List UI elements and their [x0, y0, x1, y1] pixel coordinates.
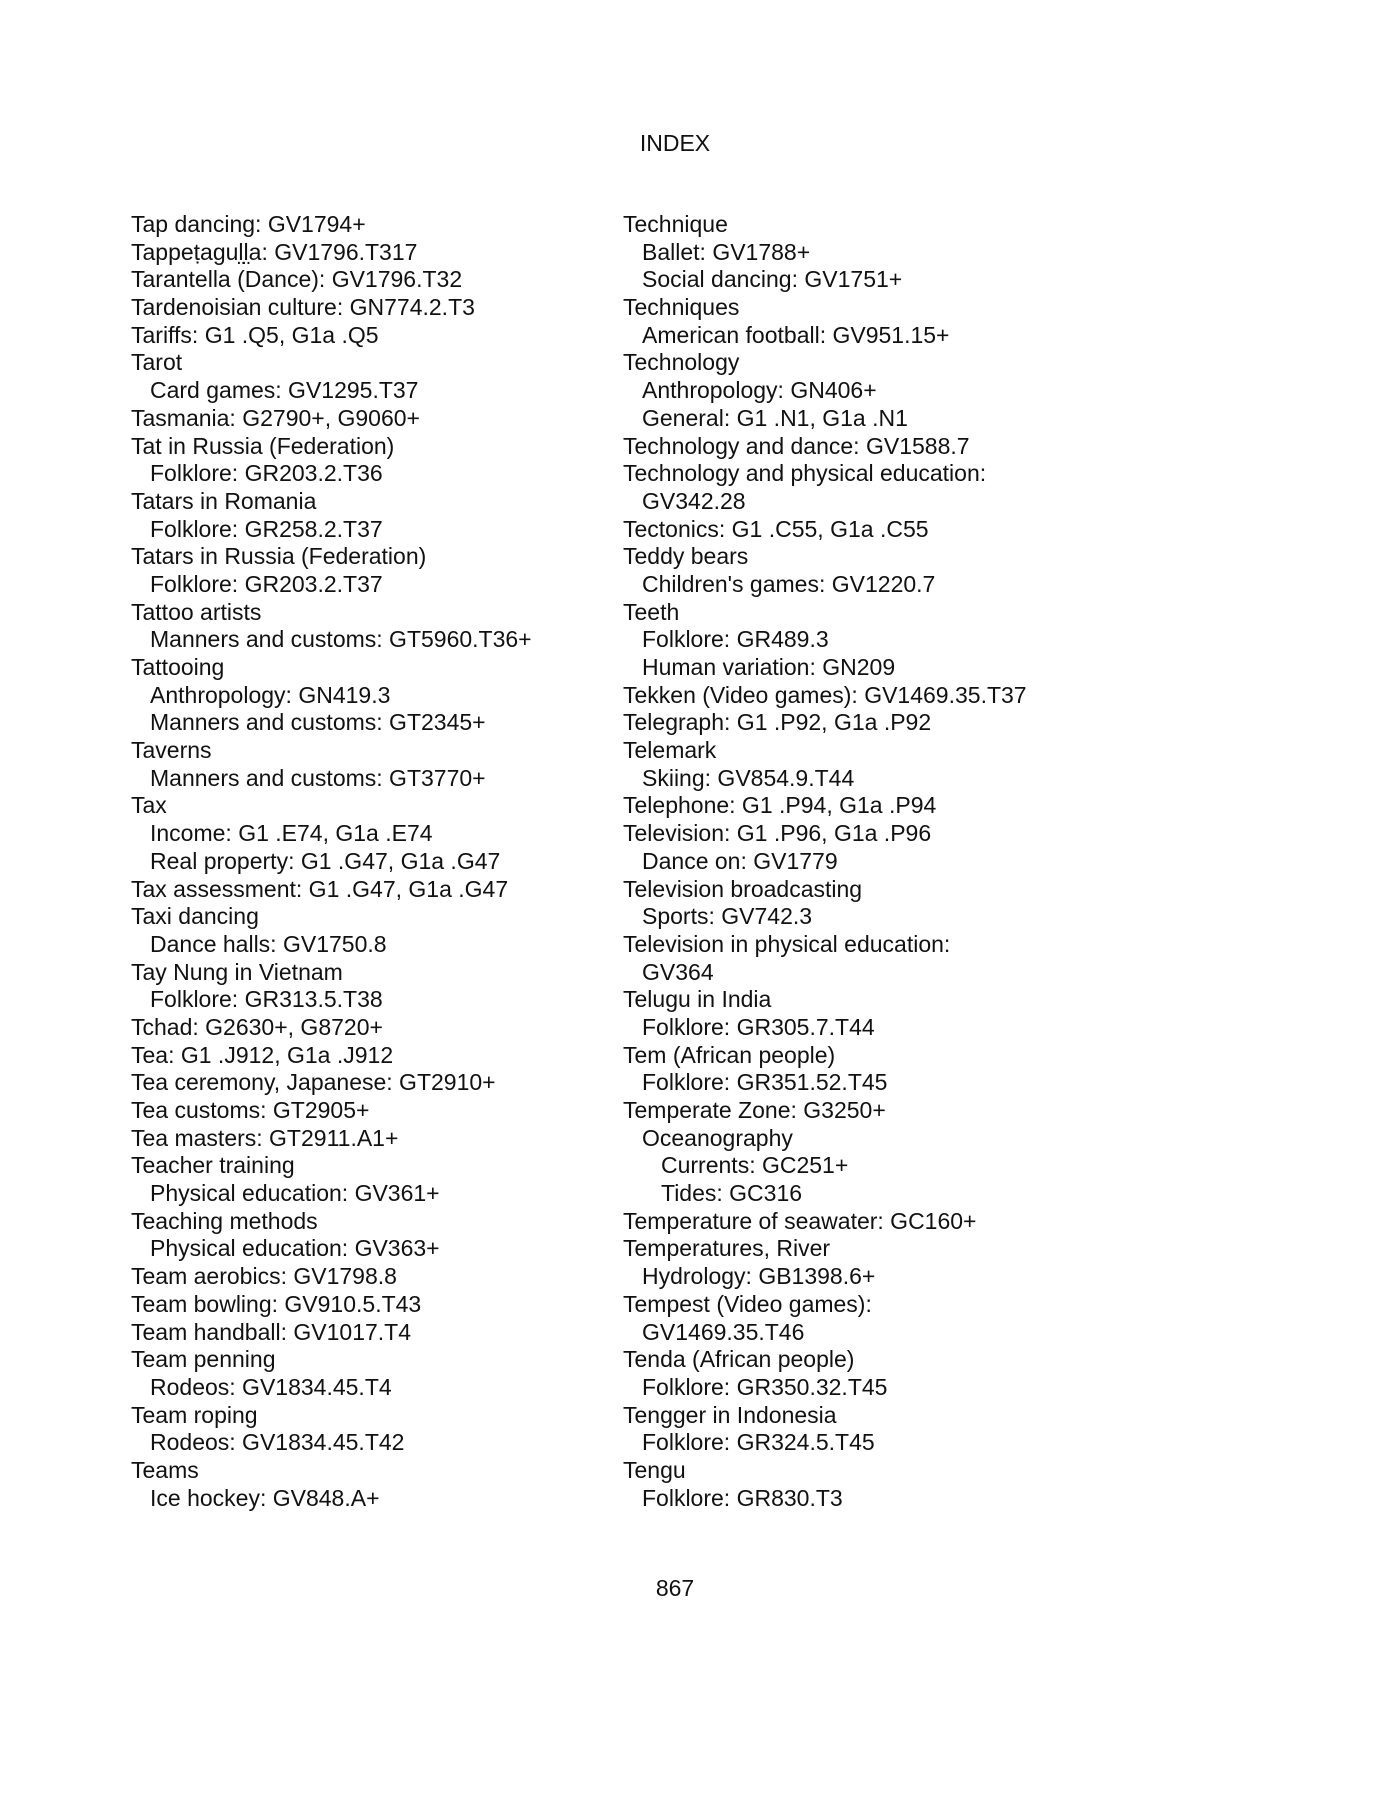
page-title: INDEX	[639, 130, 711, 156]
index-heading: Tatars in Romania	[131, 487, 317, 514]
index-heading: Tekken (Video games): GV1469.35.T37	[623, 681, 1027, 708]
index-heading: Television broadcasting	[623, 875, 863, 902]
index-subentry: Folklore: GR203.2.T36	[150, 460, 383, 487]
index-heading: Tattoo artists	[131, 598, 262, 625]
index-heading: Tea ceremony, Japanese: GT2910+	[131, 1069, 496, 1096]
index-heading: Telemark	[623, 737, 717, 764]
index-heading: Tem (African people)	[623, 1041, 836, 1068]
index-heading: Tengu	[623, 1456, 686, 1483]
index-subentry: Folklore: GR305.7.T44	[642, 1013, 875, 1040]
index-subentry: Skiing: GV854.9.T44	[642, 764, 855, 791]
index-heading: Teacher training	[131, 1152, 295, 1179]
index-subentry: Folklore: GR351.52.T45	[642, 1069, 888, 1096]
index-subentry: Sports: GV742.3	[642, 903, 813, 930]
index-heading: Tattooing	[131, 654, 225, 680]
index-heading: Telephone: G1 .P94, G1a .P94	[623, 792, 937, 819]
index-subentry: Card games: GV1295.T37	[150, 377, 419, 404]
index-heading: Teeth	[623, 598, 680, 625]
index-heading: Taxi dancing	[131, 903, 259, 930]
index-heading: Technology	[623, 349, 740, 376]
index-subentry: American football: GV951.15+	[642, 321, 950, 348]
index-subentry: Hydrology: GB1398.6+	[642, 1263, 876, 1290]
index-subentry: GV364	[642, 958, 714, 985]
index-heading: Tectonics: G1 .C55, G1a .C55	[623, 515, 929, 542]
index-subentry: Currents: GC251+	[661, 1152, 849, 1179]
index-subentry: Folklore: GR489.3	[642, 626, 829, 653]
index-heading: Television: G1 .P96, G1a .P96	[623, 820, 932, 847]
index-heading: Technique	[623, 211, 728, 237]
index-heading: Temperatures, River	[623, 1235, 831, 1262]
index-subentry: Social dancing: GV1751+	[642, 266, 903, 293]
page-number: 867	[655, 1575, 695, 1601]
index-subentry: Anthropology: GN419.3	[150, 681, 391, 708]
index-subentry: Income: G1 .E74, G1a .E74	[150, 820, 433, 847]
index-subentry: Folklore: GR324.5.T45	[642, 1429, 875, 1456]
index-subentry: Physical education: GV361+	[150, 1180, 440, 1207]
index-heading: Tarantella (Dance): GV1796.T32	[131, 266, 463, 293]
index-heading: Tay Nung in Vietnam	[131, 958, 343, 985]
index-subentry: Real property: G1 .G47, G1a .G47	[150, 847, 501, 874]
index-subentry: General: G1 .N1, G1a .N1	[642, 404, 908, 431]
index-heading: Team bowling: GV910.5.T43	[131, 1290, 422, 1317]
index-heading: Tea customs: GT2905+	[131, 1097, 370, 1123]
index-heading: Teddy bears	[623, 543, 749, 570]
index-subentry: Dance on: GV1779	[642, 847, 838, 874]
index-subentry: Ice hockey: GV848.A+	[150, 1484, 380, 1511]
index-subentry: Human variation: GN209	[642, 654, 896, 680]
index-heading: Telugu in India	[623, 986, 772, 1013]
index-heading: Tax assessment: G1 .G47, G1a .G47	[131, 875, 509, 902]
index-heading: Tarot	[131, 349, 183, 376]
index-heading: Tengger in Indonesia	[623, 1401, 837, 1428]
index-heading: Team roping	[131, 1401, 258, 1428]
index-heading: Taverns	[131, 737, 212, 764]
index-subentry: Tides: GC316	[661, 1180, 803, 1207]
index-subentry: Anthropology: GN406+	[642, 377, 877, 404]
index-heading: Tea: G1 .J912, G1a .J912	[131, 1041, 394, 1068]
index-heading: Team aerobics: GV1798.8	[131, 1263, 397, 1290]
index-heading: Tat in Russia (Federation)	[131, 432, 395, 459]
index-heading: Tariffs: G1 .Q5, G1a .Q5	[131, 321, 379, 348]
index-heading: Television in physical education:	[623, 930, 951, 957]
index-subentry: Oceanography	[642, 1124, 793, 1151]
index-subentry: Children's games: GV1220.7	[642, 570, 936, 597]
index-subentry: Dance halls: GV1750.8	[150, 930, 387, 957]
index-heading: Teaching methods	[131, 1207, 318, 1234]
index-subentry: Rodeos: GV1834.45.T42	[150, 1429, 405, 1456]
index-subentry: Folklore: GR258.2.T37	[150, 515, 383, 542]
index-column-left	[131, 211, 611, 1512]
index-subentry: Folklore: GR313.5.T38	[150, 986, 383, 1013]
index-heading: Team handball: GV1017.T4	[131, 1318, 412, 1345]
index-subentry: Folklore: GR350.32.T45	[642, 1373, 888, 1400]
index-subentry: Ballet: GV1788+	[642, 238, 811, 265]
index-heading: Tatars in Russia (Federation)	[131, 543, 427, 570]
index-heading: Teams	[131, 1456, 199, 1483]
index-heading: Tenda (African people)	[623, 1346, 855, 1373]
index-subentry: Manners and customs: GT3770+	[150, 764, 486, 791]
index-heading: Tchad: G2630+, G8720+	[131, 1013, 383, 1040]
index-heading: Tea masters: GT2911.A1+	[131, 1124, 399, 1151]
index-subentry: Manners and customs: GT2345+	[150, 709, 486, 736]
index-subentry: GV342.28	[642, 487, 746, 514]
index-column-right	[623, 211, 1143, 1512]
index-heading: Technology and dance: GV1588.7	[623, 432, 970, 459]
index-heading: Tardenoisian culture: GN774.2.T3	[131, 294, 475, 321]
index-subentry: Folklore: GR203.2.T37	[150, 570, 383, 597]
index-heading: Temperate Zone: G3250+	[623, 1097, 886, 1123]
index-heading: Tempest (Video games):	[623, 1290, 872, 1317]
index-heading: Tax	[131, 792, 167, 819]
index-heading: Temperature of seawater: GC160+	[623, 1207, 977, 1234]
index-subentry: Manners and customs: GT5960.T36+	[150, 626, 532, 653]
index-heading: Tasmania: G2790+, G9060+	[131, 404, 420, 431]
index-heading: Tap dancing: GV1794+	[131, 211, 366, 237]
index-subentry: Physical education: GV363+	[150, 1235, 440, 1262]
index-subentry: Rodeos: GV1834.45.T4	[150, 1373, 392, 1400]
index-heading: Technology and physical education:	[623, 460, 987, 487]
index-heading: Telegraph: G1 .P92, G1a .P92	[623, 709, 932, 736]
index-heading: Tappeṭagul̤l̤a: GV1796.T317	[131, 238, 418, 265]
index-heading: Team penning	[131, 1346, 276, 1373]
index-subentry: GV1469.35.T46	[642, 1318, 805, 1345]
index-heading: Techniques	[623, 294, 740, 321]
index-subentry: Folklore: GR830.T3	[642, 1484, 843, 1511]
